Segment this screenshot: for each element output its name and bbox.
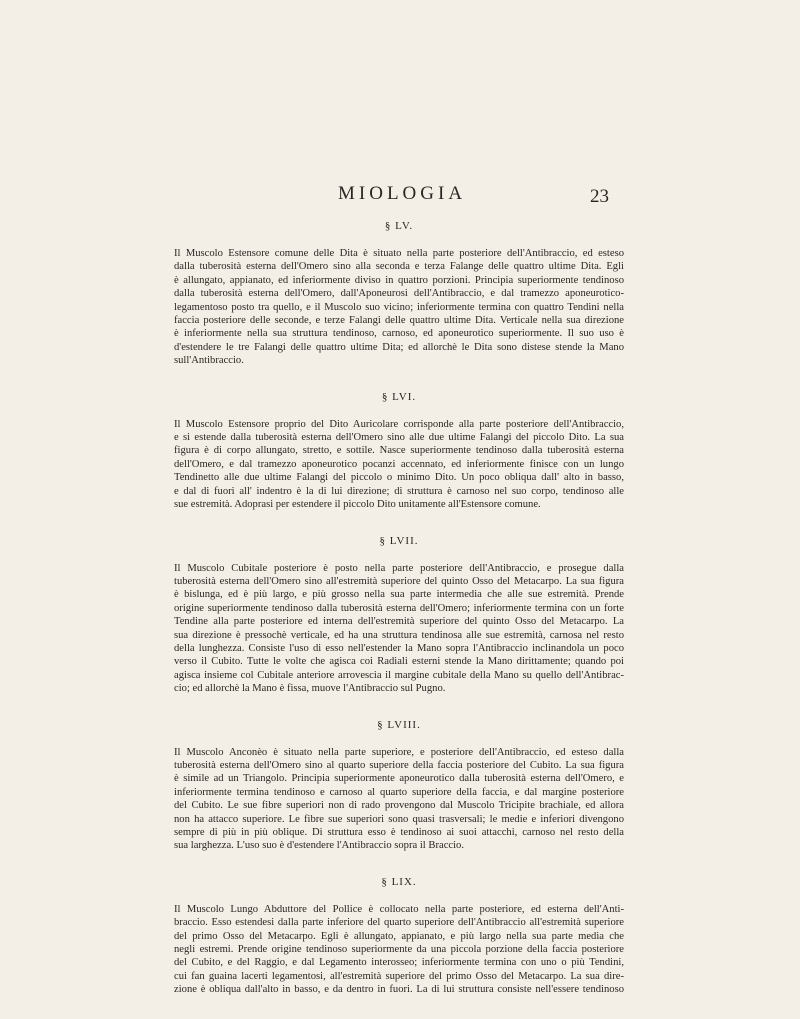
text-line: origine superiormente tendinoso dalla tuberosità esterna dell'Omero; inferiormente termina con un forte [174,602,624,614]
section-title: § LVI. [381,390,417,403]
section-title: § LIX. [381,875,417,888]
page-header [0,183,800,213]
section-lix [174,875,624,997]
text-line: figura è di corpo allungato, stretto, e sottile. Nasce superiormente tendinoso dalla tuberosità esterna [174,445,624,457]
text-line: è simile ad un Triangolo. Principia superiormente aponeurotico dalla tuberosità esterna dell'Omero, e [174,773,624,785]
text-line: sempre di più in più oblique. Di struttura esso è tendinoso ai suoi attacchi, carnoso nel resto della [174,827,624,838]
text-line: Il Muscolo Cubitale posteriore è posto nella parte posteriore dell'Antibraccio, e prosegue dalla [174,562,624,574]
text-line: sull'Antibraccio. [174,355,244,367]
section-lv [174,219,624,368]
paragraph [174,418,624,512]
text-line: Tendinetto alle due ultime Falangi del piccolo o minimo Dito. Un poco obliqua dall' alto in basso, [174,472,624,484]
text-line: dell'Omero, e dal tramezzo aponeurotico pocanzi accennato, ed inferiormente finisce con un lungo [174,458,624,470]
text-line: dalla tuberosità esterna dell'Omero, dall'Aponeurosi dell'Antibraccio, e dal tramezzo aponeurotico- [174,288,624,300]
section-lvi [174,390,624,512]
text-line: sua larghezza. L'uso suo è d'estendere l'Antibraccio sopra il Braccio. [174,840,464,852]
text-line: del Cubito. Le sue fibre superiori non di rado provengono dal Muscolo Tricipite brachiale, ed allora [174,800,624,812]
text-line: del Cubito, e del Raggio, e dal Legamento interosseo; inferiormente termina con uno o più Tendini, [174,957,624,969]
text-line: tuberosità esterna dell'Omero sino all'estremità superiore del quinto Osso del Metacarpo. La sua figura [174,575,624,587]
text-line: faccia posteriore delle seconde, e terze Falangi delle quattro ultime Dita. Verticale nella sua direzione [174,315,624,327]
text-line: Il Muscolo Lungo Abduttore del Pollice è collocato nella parte posteriore, ed esterna dell'Anti- [174,903,624,915]
paragraph [174,562,624,696]
running-title: MIOLOGIA [338,183,467,204]
text-line: è bislunga, ed è più largo, e più grosso nella sua parte intermedia che alle sue estremità. Prende [174,589,624,601]
text-line: e si estende dalla tuberosità esterna dell'Omero sino alle due ultime Falangi del piccolo Dito. La sua [174,432,624,444]
text-line: è inferiormente nella sua struttura tendinoso, carnoso, ed aponeurotico superiormente. Il suo uso è [174,328,624,340]
section-title: § LVIII. [377,718,421,731]
section-title: § LVII. [379,534,419,547]
body-text [174,219,624,1019]
text-line: tuberosità esterna dell'Omero sino al quarto superiore della faccia posteriore del Cubito. La sua figura [174,759,624,771]
text-line: agisca insieme col Cubitale anteriore arrovescia il margine cubitale della Mano su quello dell'Antibrac- [174,669,624,681]
text-line: è allungato, appianato, ed inferiormente diviso in quattro porzioni. Principia superiormente tendinoso [174,274,624,286]
text-line: inferiormente termina tendinoso e carnoso al quarto superiore della faccia, e dal margine posteriore [174,786,624,798]
text-line: legamentoso posto tra quello, e il Muscolo suo vicino; inferiormente termina con quattro Tendini nella [174,301,624,313]
text-line: Il Muscolo Anconèo è situato nella parte superiore, e posteriore dell'Antibraccio, ed esteso dalla [174,746,624,758]
text-line: Tendine alla parte posteriore ed interna dell'estremità superiore del quinto Osso del Metacarpo. La [174,616,624,628]
section-title: § LV. [384,220,414,232]
text-line: sue estremità. Adoprasi per estendere il piccolo Dito unitamente all'Estensore comune. [174,499,541,511]
section-lvii [174,534,624,696]
text-line: Il Muscolo Estensore proprio del Dito Auricolare corrisponde alla parte posteriore dell'Antibraccio, [174,418,624,430]
text-line: del primo Osso del Metacarpo. Egli è allungato, appianato, e più largo nella sua parte media che [174,930,624,942]
text-line: dalla tuberosità esterna dell'Omero sino alla seconda e terza Falange delle quattro ultime Dita. Egli [174,261,624,273]
paragraph [174,746,624,853]
text-line: zione è obliqua dall'alto in basso, e da dentro in fuori. La di lui struttura consiste nell'essere tendinoso [174,984,624,996]
paragraph [174,903,624,997]
page-number: 23 [590,186,609,207]
text-line: sua direzione è pressochè verticale, ed ha una struttura tendinosa alle sue estremità, carnosa nel resto [174,629,624,641]
text-line: non ha attacco superiore. Le fibre sue superiori sono quasi trasversali; le medie e inferiori divengono [174,813,624,825]
text-line: negli estremi. Prende origine tendinoso superiormente da una piccola porzione della faccia posteriore [174,944,624,956]
text-line: Il Muscolo Estensore comune delle Dita è situato nella parte posteriore dell'Antibraccio, ed esteso [174,248,624,259]
text-line: della lunghezza. Consiste l'uso di esso nell'estender la Mano sopra l'Antibraccio inclinandola un poco [174,642,624,654]
text-line: e dal di fuori all' indentro è la di lui direzione; di struttura è carnoso nel suo corpo, tendinoso alle [174,485,624,497]
text-line: cui fan guaina lacerti legamentosi, all'estremità superiore del primo Osso del Metacarpo. La sua dire- [174,970,624,982]
text-line: verso il Cubito. Tutte le volte che agisca coi Radiali esterni stende la Mano dirittamente; quando poi [174,656,624,668]
text-line: braccio. Esso estendesi dalla parte inferiore del quarto superiore dell'Antibraccio all'estremità superiore [174,917,624,929]
section-lviii [174,718,624,853]
paragraph [174,247,624,368]
text-line: d'estendere le tre Falangi delle quattro ultime Dita; ed allorchè le Dita sono distese stende la Mano [174,341,624,353]
text-line: cio; ed allorchè la Mano è fissa, muove l'Antibraccio sul Pugno. [174,683,446,695]
